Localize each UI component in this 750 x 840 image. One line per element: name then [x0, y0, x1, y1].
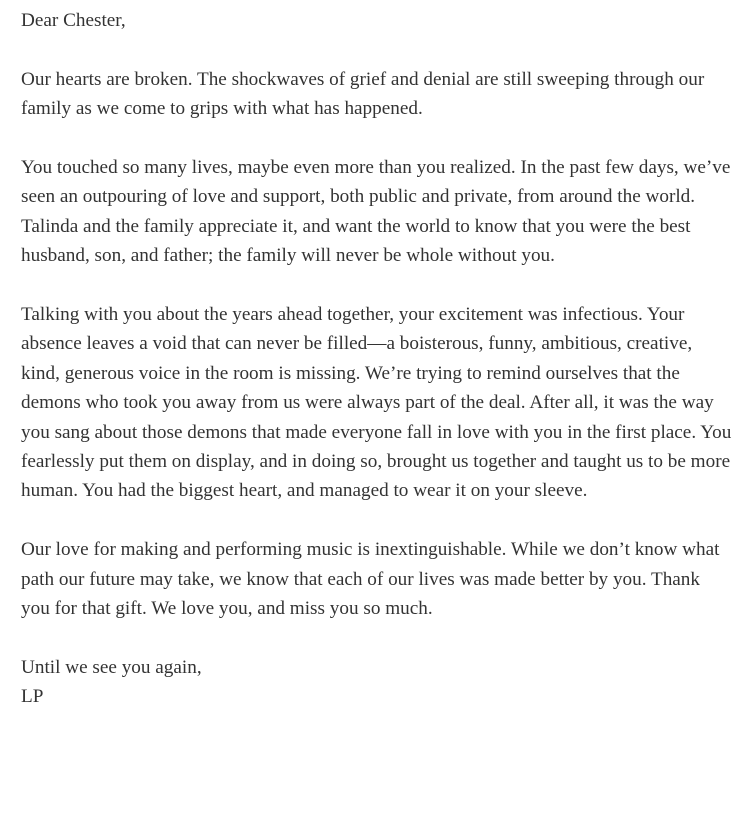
- sign-off: [21, 653, 733, 712]
- letter-paragraph: Our hearts are broken. The shockwaves of grief and denial are still sweeping through our family as we come to grips with what has happened.: [21, 68, 705, 120]
- letter-paragraph: Our love for making and performing music is inextinguishable. While we don’t know what path our future may take, we know that each of our lives was made better by you. Thank you for that gift. We love you, and miss you so much.: [21, 539, 720, 620]
- closing: Until we see you again,: [21, 656, 202, 678]
- signature: LP: [21, 686, 44, 708]
- salutation: Dear Chester,: [21, 10, 126, 31]
- letter-paragraph: Talking with you about the years ahead together, your excitement was infectious. Your absence leaves a void that can never be filled—a boisterous, funny, ambitious, creative, kind, generous voice in the room is missing. We’re trying to remind ourselves that the demons who took you away from us were always part of the deal. After all, it was the way you sang about those demons that made everyone fall in love with you in the first place. You fearlessly put them on display, and in doing so, brought us together and taught us to be more human. You had the biggest heart, and managed to wear it on your sleeve.: [21, 304, 732, 502]
- letter: [21, 6, 733, 712]
- letter-paragraph: You touched so many lives, maybe even more than you realized. In the past few days, we’ve seen an outpouring of love and support, both public and private, from around the world. Talinda and the family appreciate it, and want the world to know that you were the best husband, son, and father; the family will never be whole without you.: [21, 157, 731, 267]
